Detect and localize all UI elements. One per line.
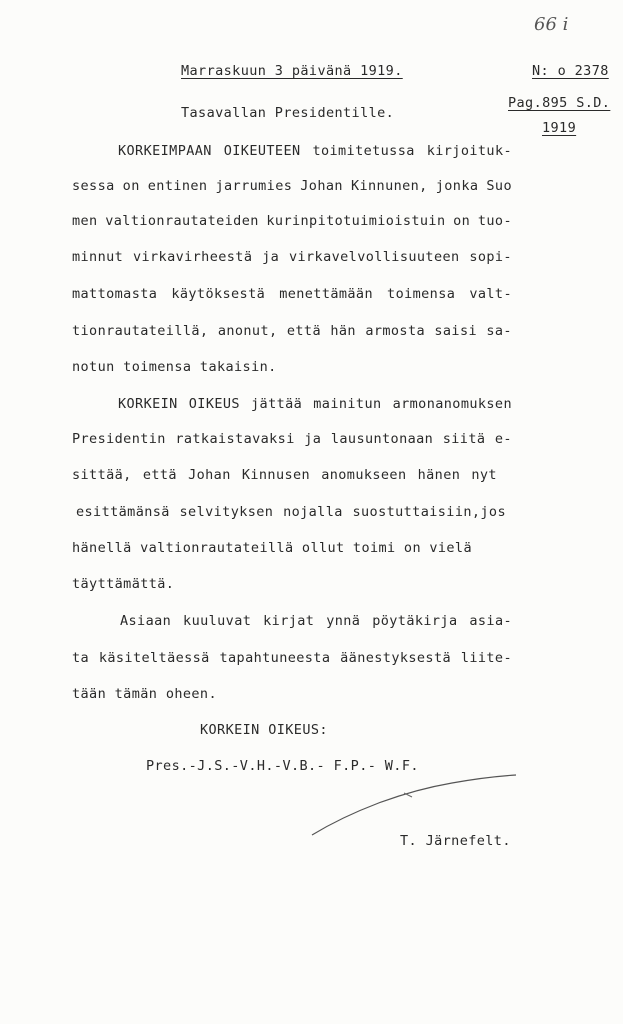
- word: nojalla: [283, 504, 343, 520]
- word: ta: [72, 650, 90, 666]
- paragraph-3-line-1: [120, 613, 512, 629]
- word: täyttämättä.: [72, 576, 175, 592]
- word: virkavelvollisuuteen: [288, 249, 460, 265]
- word: ollut: [301, 540, 345, 556]
- word: valtionrautateiden: [105, 213, 259, 229]
- word: esittämänsä: [76, 504, 170, 520]
- word: tään: [72, 686, 115, 702]
- paragraph-3-line-2: [72, 650, 512, 666]
- word: lausuntonaan: [330, 431, 434, 447]
- word: men: [72, 213, 98, 229]
- word: mattomasta: [72, 286, 158, 302]
- word: asia-: [469, 613, 512, 629]
- word: hänen: [417, 467, 461, 483]
- word: liite-: [460, 650, 512, 666]
- word: notun: [72, 359, 124, 375]
- paragraph-2-line-5: [72, 540, 472, 556]
- word: entinen: [147, 178, 208, 194]
- word: on: [122, 178, 140, 194]
- signer-name: T. Järnefelt.: [400, 833, 511, 849]
- date-line: Marraskuun 3 päivänä 1919.: [181, 63, 403, 79]
- word: kurinpitotuimioistuin: [266, 213, 446, 229]
- word: sessa: [72, 178, 115, 194]
- paragraph-1-line-7: [72, 359, 512, 375]
- paragraph-1-line-6: [72, 323, 512, 339]
- paragraph-1-line-2: [72, 178, 512, 194]
- paragraph-2-line-3: [72, 467, 497, 483]
- word: Asiaan: [120, 613, 172, 629]
- paragraph-2-line-4: [76, 504, 506, 520]
- court-members-initials: Pres.-J.S.-V.H.-V.B.- F.P.- W.F.: [146, 758, 419, 774]
- word: tionrautateillä,: [72, 323, 209, 339]
- word: äänestyksestä: [340, 650, 452, 666]
- word: Kinnusen: [241, 467, 311, 483]
- paragraph-2-line-2: [72, 431, 512, 447]
- paragraph-2-line-6: [72, 576, 512, 592]
- word: KORKEIMPAAN: [118, 143, 212, 159]
- word: virkavirheestä: [132, 249, 253, 265]
- word: Johan: [300, 178, 343, 194]
- word: ja: [304, 431, 322, 447]
- word: Suo: [486, 178, 512, 194]
- word: käytöksestä: [171, 286, 266, 302]
- word: toimensa: [123, 359, 200, 375]
- word: armonanomuksen: [392, 396, 512, 412]
- word: käsiteltäessä: [98, 650, 210, 666]
- word: suostuttaisiin,jos: [352, 504, 506, 520]
- paragraph-3-line-3: [72, 686, 512, 702]
- word: hänellä: [72, 540, 132, 556]
- word: hän: [330, 323, 356, 339]
- addressee: Tasavallan Presidentille.: [181, 105, 395, 121]
- paragraph-2-line-1: [118, 396, 512, 412]
- case-number: N: o 2378: [532, 63, 609, 79]
- word: vielä: [429, 540, 472, 556]
- word: kirjat: [263, 613, 315, 629]
- word: oheen.: [165, 686, 217, 702]
- word: että: [286, 323, 321, 339]
- word: ja: [262, 249, 280, 265]
- word: toimitetussa: [312, 143, 415, 159]
- word: selvityksen: [179, 504, 274, 520]
- word: minnut: [72, 249, 124, 265]
- word: OIKEUTEEN: [223, 143, 301, 159]
- word: sa-: [486, 323, 512, 339]
- word: valt-: [469, 286, 512, 302]
- word: anomukseen: [321, 467, 407, 483]
- word: OIKEUS: [188, 396, 240, 412]
- word: e-: [494, 431, 512, 447]
- word: toimi: [352, 540, 396, 556]
- word: kuuluvat: [183, 613, 252, 629]
- word: Presidentin: [72, 431, 166, 447]
- word: tapahtuneesta: [219, 650, 331, 666]
- word: ynnä: [326, 613, 361, 629]
- word: ratkaistavaksi: [175, 431, 295, 447]
- word: sittää,: [72, 467, 132, 483]
- word: jarrumies: [215, 178, 293, 194]
- word: siitä: [442, 431, 486, 447]
- word: on: [403, 540, 421, 556]
- paragraph-1-line-1: [118, 143, 512, 159]
- word: nyt: [471, 467, 497, 483]
- word: sopi-: [469, 249, 512, 265]
- word: takaisin.: [199, 359, 277, 375]
- word: pöytäkirja: [372, 613, 458, 629]
- word: tämän: [114, 686, 166, 702]
- word: Kinnunen,: [350, 178, 428, 194]
- year-reference: 1919: [542, 120, 577, 136]
- paragraph-1-line-3: [72, 213, 512, 229]
- word: valtionrautateillä: [140, 540, 294, 556]
- word: jättää: [251, 396, 303, 412]
- paragraph-1-line-4: [72, 249, 512, 265]
- word: mainitun: [313, 396, 382, 412]
- word: Johan: [188, 467, 231, 483]
- word: jonka: [435, 178, 479, 194]
- word: armosta: [365, 323, 426, 339]
- page-reference: Pag.895 S.D.: [508, 95, 611, 111]
- word: menettämään: [279, 286, 373, 302]
- court-signature-title: KORKEIN OIKEUS:: [200, 722, 328, 738]
- word: saisi: [434, 323, 478, 339]
- word: anonut,: [217, 323, 278, 339]
- paragraph-1-line-5: [72, 286, 512, 302]
- word: KORKEIN: [118, 396, 178, 412]
- folio-number: 66 i: [534, 14, 569, 35]
- word: on: [453, 213, 471, 229]
- word: kirjoituk-: [426, 143, 512, 159]
- word: että: [142, 467, 177, 483]
- word: tuo-: [477, 213, 512, 229]
- word: toimensa: [387, 286, 456, 302]
